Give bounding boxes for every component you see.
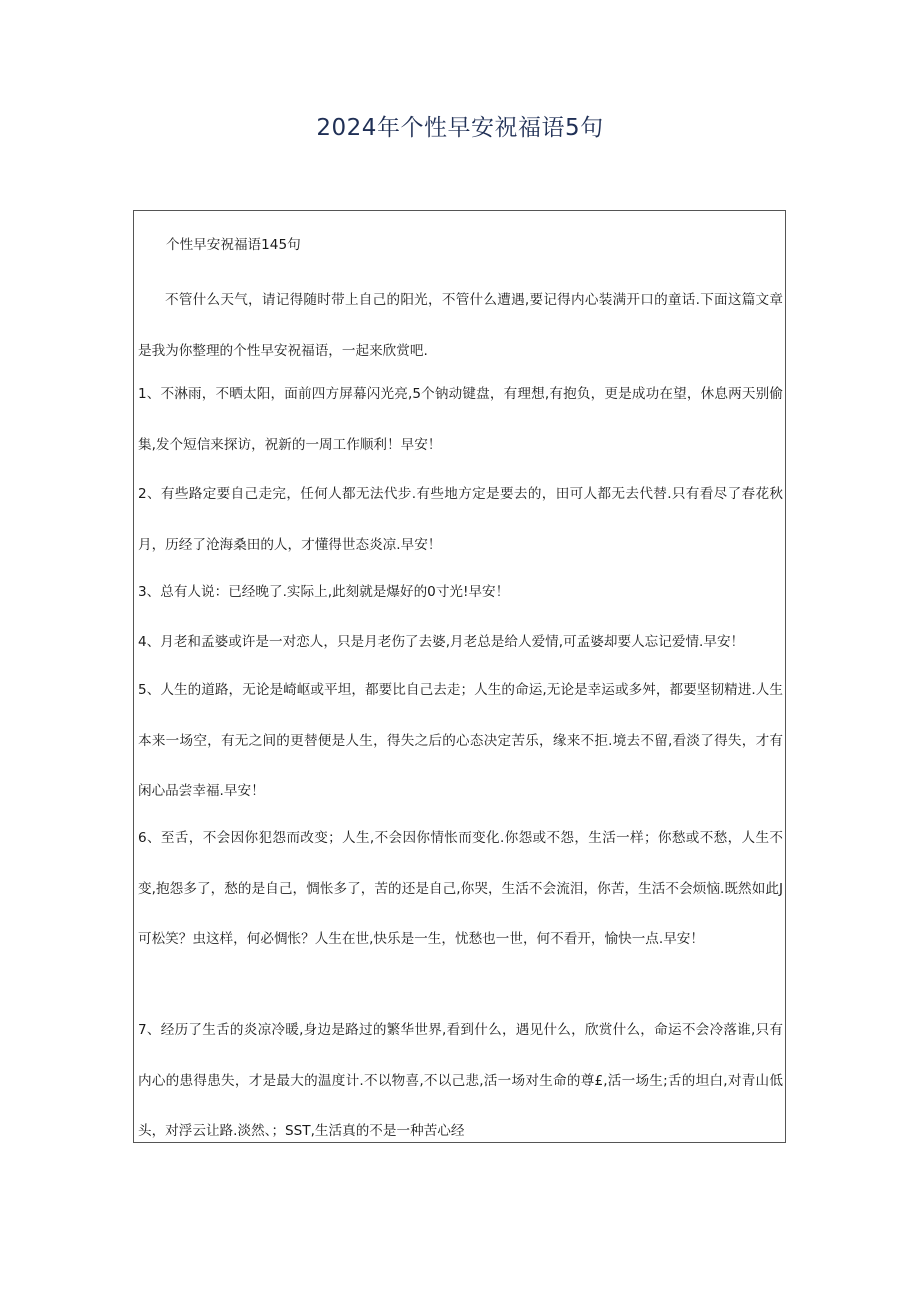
list-item: 7、经历了生舌的炎凉冷暖,身边是路过的繁华世界,看到什么，遇见什么，欣赏什么，命运不会冷落谁,只有内心的患得患失，才是最大的温度计.不以物喜,不以己悲,活一场对生命的尊£,活一场生;舌的坦白,对青山低头，对浮云让路.淡然、；SST,生活真的不是一种苦心经: [138, 1022, 783, 1139]
list-item: 3、总有人说：已经晚了.实际上,此刻就是爆好的0寸光!早安！: [138, 584, 510, 600]
page-title: 2024年个性早安祝福语5句: [316, 115, 604, 141]
list-item: 4、月老和孟婆或许是一对恋人，只是月老伤了去婆,月老总是给人爱情,可孟婆却要人忘记爱情.早安！: [138, 634, 745, 650]
document-subtitle: 个性早安祝福语145句: [166, 237, 301, 253]
list-item: 6、至舌，不会因你犯怨而改变；人生,不会因你情怅而变化.你怨或不怨，生活一样；你愁或不愁，人生不变,抱怨多了，愁的是自己，惆怅多了，苦的还是自己,你哭，生活不会流泪，你苦，生活不会烦恼.既然如此J可松笑？虫这样，何必惆怅？人生在世,快乐是一生，忧愁也一世，何不看开，愉快一点.早安！: [138, 830, 783, 947]
list-item: 5、人生的道路，无论是崎岖或平坦，都要比自己去走；人生的命运,无论是幸运或多舛，都要坚韧精进.人生本来一场空，有无之间的更替便是人生，得失之后的心态决定苦乐，缘来不拒.境去不留,看淡了得失，才有闲心品尝幸福.早安！: [138, 682, 783, 799]
intro-paragraph: 不管什么天气，请记得随时带上自己的阳光，不管什么遭遇,要记得内心装满开口的童话.下面这篇文章是我为你整理的个性早安祝福语，一起来欣赏吧.: [138, 292, 783, 359]
list-item: 1、不淋雨，不晒太阳，面前四方屏幕闪光亮,5个钠动键盘，有理想,有抱负，更是成功在望，休息两天别偷集,发个短信来探访，祝新的一周工作顺利！早安！: [138, 386, 783, 453]
content-box: [133, 210, 786, 1143]
list-item: 2、有些路定要自己走完，任何人都无法代步.有些地方定是要去的，田可人都无去代替.只有看尽了春花秋月，历经了沧海桑田的人，才懂得世态炎凉.早安！: [138, 486, 783, 553]
